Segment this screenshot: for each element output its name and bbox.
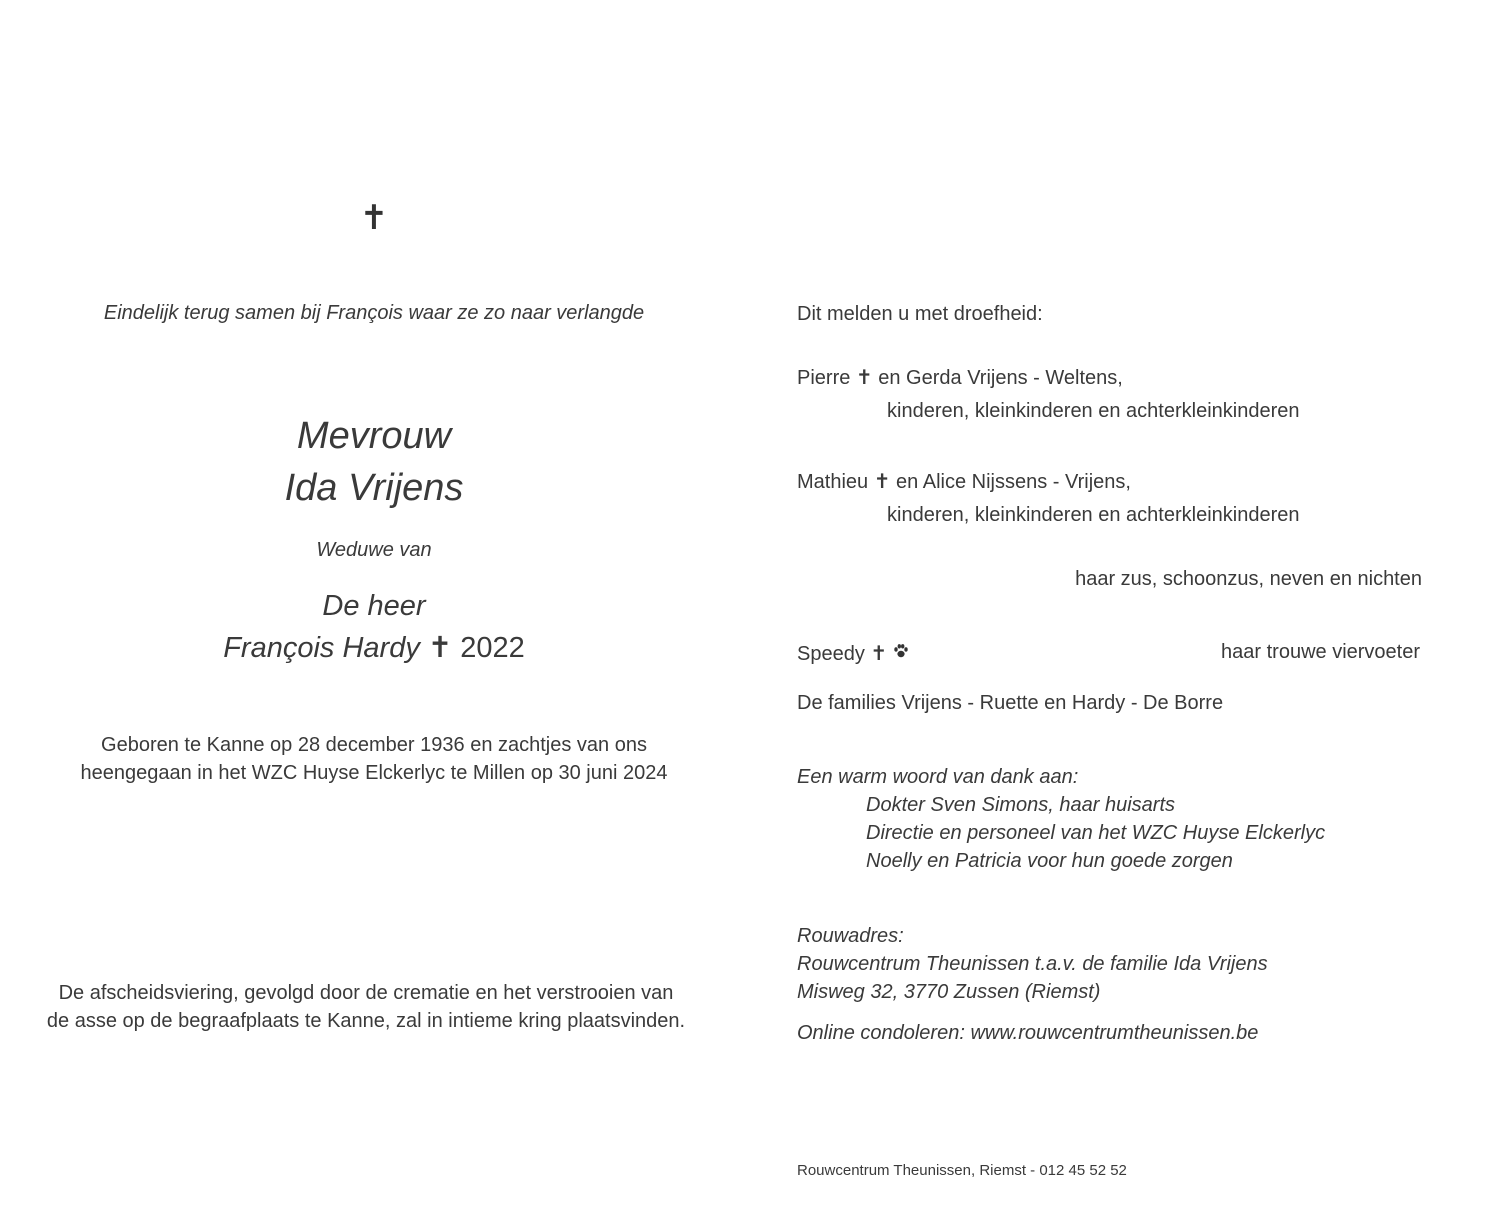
husband-name: François Hardy xyxy=(223,632,420,664)
family-1-partner: en Gerda Vrijens - Weltens, xyxy=(878,367,1123,389)
families-line: De families Vrijens - Ruette en Hardy - De Borre xyxy=(797,692,1224,714)
family-2-name: Mathieu xyxy=(797,471,869,493)
thanks-item: Dokter Sven Simons, haar huisarts xyxy=(866,794,1176,816)
birth-death-line-2: heengegaan in het WZC Huyse Elckerlyc te Millen op 30 juni 2024 xyxy=(80,762,668,784)
pet-line xyxy=(797,641,909,666)
thanks-item: Noelly en Patricia voor hun goede zorgen xyxy=(866,850,1233,872)
announcement-heading: Dit melden u met droefheid: xyxy=(797,303,1043,325)
birth-death-line-1: Geboren te Kanne op 28 december 1936 en zachtjes van ons xyxy=(101,734,647,756)
family-1 xyxy=(797,365,1123,390)
online-condolence: Online condoleren: www.rouwcentrumtheunissen.be xyxy=(797,1022,1259,1044)
family-1-name: Pierre xyxy=(797,367,851,389)
address-line-2: Misweg 32, 3770 Zussen (Riemst) xyxy=(797,981,1101,1003)
cross-icon: ✝ xyxy=(427,632,453,664)
husband-death-year: 2022 xyxy=(460,632,525,664)
widow-label: Weduwe van xyxy=(316,539,432,561)
pet-note: haar trouwe viervoeter xyxy=(1221,641,1420,663)
footer-funeral-home: Rouwcentrum Theunissen, Riemst - 012 45 52 52 xyxy=(797,1162,1127,1179)
address-line-1: Rouwcentrum Theunissen t.a.v. de familie Ida Vrijens xyxy=(797,953,1268,975)
pet-name: Speedy xyxy=(797,643,865,665)
family-2 xyxy=(797,469,1131,494)
husband-title: De heer xyxy=(322,590,426,622)
address-heading: Rouwadres: xyxy=(797,925,904,947)
funeral-line-2: de asse op de begraafplaats te Kanne, zal in intieme kring plaatsvinden. xyxy=(46,1010,686,1032)
family-2-descendants: kinderen, kleinkinderen en achterkleinkinderen xyxy=(887,504,1300,526)
deceased-title: Mevrouw xyxy=(296,415,452,457)
motto: Eindelijk terug samen bij François waar ze zo naar verlangde xyxy=(103,302,645,324)
thanks-item: Directie en personeel van het WZC Huyse Elckerlyc xyxy=(866,822,1326,844)
funeral-line-1: De afscheidsviering, gevolgd door de crematie en het verstrooien van xyxy=(58,982,674,1004)
cross-icon: ✝ xyxy=(873,471,891,493)
sister-relatives: haar zus, schoonzus, neven en nichten xyxy=(1075,568,1422,590)
deceased-name: Ida Vrijens xyxy=(284,467,464,509)
thanks-heading: Een warm woord van dank aan: xyxy=(797,766,1079,788)
paw-icon xyxy=(893,643,909,664)
husband-line xyxy=(0,630,748,665)
family-2-partner: en Alice Nijssens - Vrijens, xyxy=(896,471,1131,493)
cross-icon: ✝ xyxy=(855,367,873,389)
cross-icon: ✝ xyxy=(359,199,389,237)
family-1-descendants: kinderen, kleinkinderen en achterkleinkinderen xyxy=(887,400,1300,422)
cross-icon: ✝ xyxy=(870,643,888,665)
